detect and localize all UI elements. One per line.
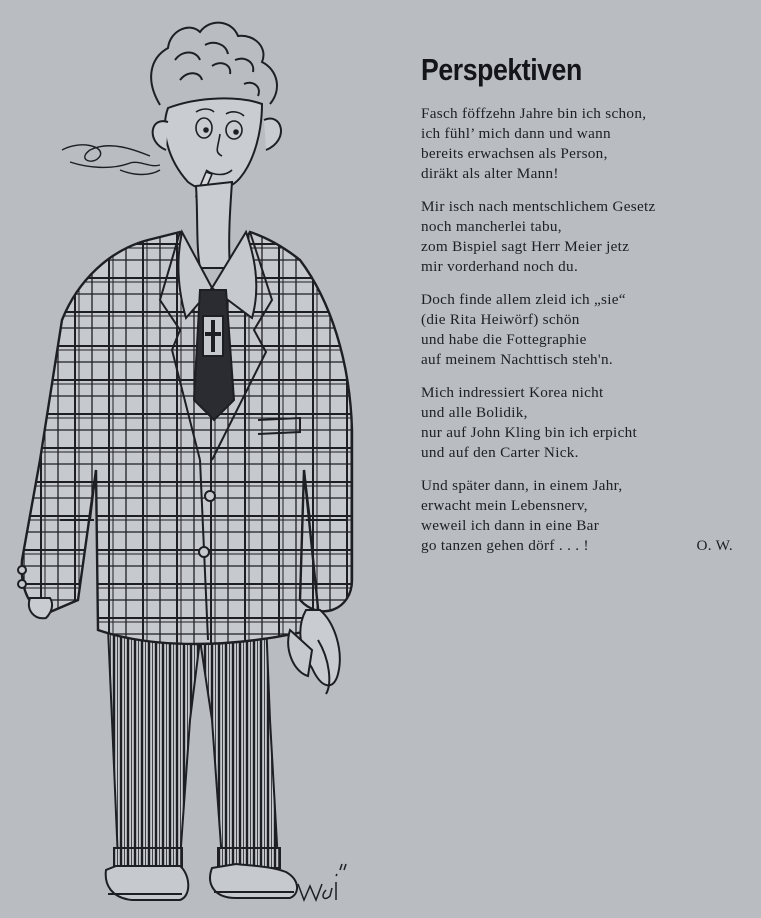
stanza-line: diräkt als alter Mann! xyxy=(421,165,559,182)
stanza-line: weweil ich dann in eine Bar xyxy=(421,517,600,534)
stanza-2 xyxy=(421,197,751,277)
stanza-1 xyxy=(421,104,751,184)
stanza-line: ich fühl’ mich dann und wann xyxy=(421,125,611,142)
stanza-line: bereits erwachsen als Person, xyxy=(421,145,608,162)
poem-block xyxy=(421,54,751,569)
stanza-line: und auf den Carter Nick. xyxy=(421,444,579,461)
stanza-5 xyxy=(421,476,751,556)
stanza-last-line-row xyxy=(421,536,733,556)
stanza-line: Fasch föffzehn Jahre bin ich schon, xyxy=(421,105,647,122)
head xyxy=(153,98,281,190)
stanza-line: mir vorderhand noch du. xyxy=(421,258,579,275)
stanza-4 xyxy=(421,383,751,463)
smoke-swirl xyxy=(62,145,160,175)
hair xyxy=(151,23,277,105)
neck xyxy=(196,182,232,268)
stanza-line: und alle Bolidik, xyxy=(421,404,528,421)
shoes xyxy=(106,864,297,900)
stanza-line: Mir isch nach mentschlichem Gesetz xyxy=(421,198,656,215)
stanza-line: (die Rita Heiwörf) schön xyxy=(421,311,580,328)
author-initials: O. W. xyxy=(696,537,733,554)
trousers xyxy=(108,620,280,868)
stanza-line: nur auf John Kling bin ich erpicht xyxy=(421,424,638,441)
stanza-3 xyxy=(421,290,751,370)
stanza-line: noch mancherlei tabu, xyxy=(421,218,562,235)
stanza-line: Doch finde allem zleid ich „sie“ xyxy=(421,291,626,308)
stanza-line: erwacht mein Lebensnerv, xyxy=(421,497,588,514)
poem-title: Perspektiven xyxy=(421,52,582,87)
stanza-line: zom Bispiel sagt Herr Meier jetz xyxy=(421,238,630,255)
stanza-line: Und später dann, in einem Jahr, xyxy=(421,477,623,494)
stanza-line: auf meinem Nachttisch steh'n. xyxy=(421,351,613,368)
artist-signature xyxy=(298,864,346,900)
stanza-line: Mich indressiert Korea nicht xyxy=(421,384,604,401)
stanza-line: go tanzen gehen dörf . . . ! xyxy=(421,537,589,554)
stanza-line: und habe die Fottegraphie xyxy=(421,331,587,348)
necktie xyxy=(194,290,234,420)
